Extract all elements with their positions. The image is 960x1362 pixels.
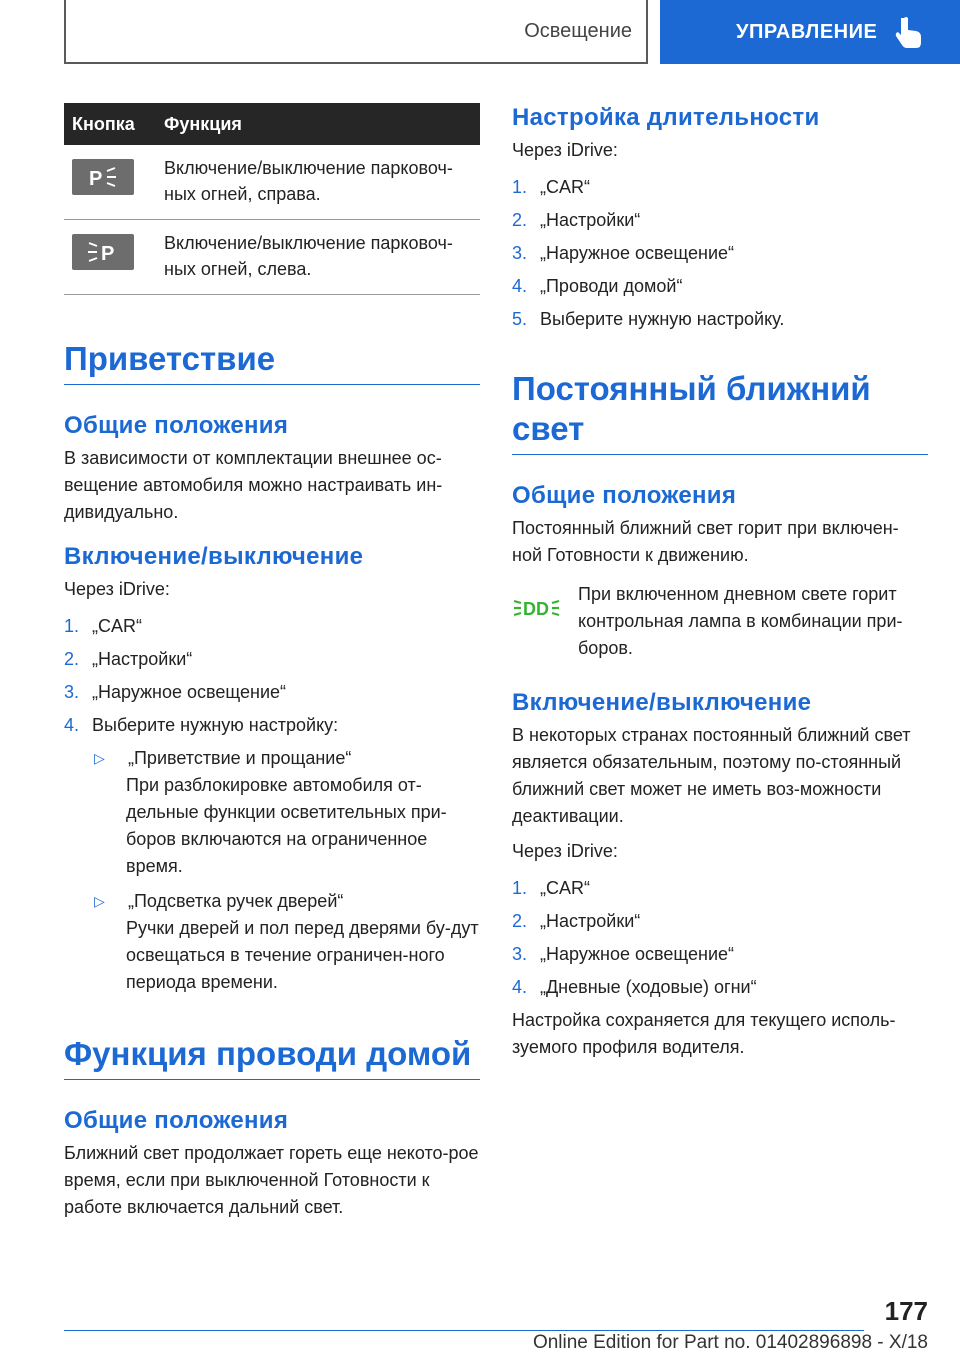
option-description: Ручки дверей и пол перед дверями бу-дут освещаться в течение ограничен-ного периода времени. <box>126 918 479 992</box>
list-item: 3. „Наружное освещение“ <box>512 944 735 964</box>
button-function-table <box>64 103 480 295</box>
drl-general-text: Постоянный ближний свет горит при включен-ной Готовности к движению. <box>512 518 899 565</box>
drl-note-text: При включенном дневном свете горит контрольная лампа в комбинации при-боров. <box>578 584 903 658</box>
section-title: Освещение <box>524 19 632 42</box>
greeting-onoff-heading: Включение/выключение <box>64 543 364 570</box>
table-row <box>64 145 480 220</box>
list-item: 4. „Проводи домой“ <box>512 276 683 296</box>
option-label: „Приветствие и прощание“ <box>128 748 352 768</box>
table-cell-function: Включение/выключение парковоч-ных огней, справа. <box>156 145 480 220</box>
greeting-steps <box>64 613 480 739</box>
pointing-hand-icon <box>894 16 924 50</box>
drl-steps <box>512 875 928 1001</box>
duration-heading: Настройка длительности <box>512 104 820 131</box>
option-label: „Подсветка ручек дверей“ <box>128 891 344 911</box>
follow-me-title: Функция проводи домой <box>64 1034 480 1080</box>
list-item: 1. „CAR“ <box>512 177 590 197</box>
daytime-running-light-icon <box>512 595 562 621</box>
table-header-function: Функция <box>156 103 480 145</box>
svg-text:D: D <box>536 599 549 619</box>
drl-onoff-text: В некоторых странах постоянный ближний свет является обязательным, поэтому по-стоянный ближний свет может не иметь воз-можности деактивации. <box>512 725 911 826</box>
triangle-bullet-icon: ▷ <box>94 893 105 909</box>
list-item: 2. „Настройки“ <box>512 911 641 931</box>
parking-light-left-icon <box>72 234 134 270</box>
list-item: 2. „Настройки“ <box>512 210 641 230</box>
svg-text:P: P <box>101 243 115 265</box>
footer-divider <box>64 1330 864 1331</box>
right-column <box>512 103 928 1061</box>
greeting-general-text: В зависимости от комплектации внешнее ос-вещение автомобиля можно настраивать ин-дивидуально. <box>64 448 443 522</box>
list-item: 1. „CAR“ <box>512 878 590 898</box>
list-item: 3. „Наружное освещение“ <box>64 682 287 702</box>
drl-onoff-heading: Включение/выключение <box>512 689 812 716</box>
greeting-title: Приветствие <box>64 339 480 385</box>
svg-text:P: P <box>89 168 103 190</box>
greeting-via: Через iDrive: <box>64 579 170 599</box>
option-description: При разблокировке автомобиля от-дельные функции осветительных при-боров включаются на ограниченное время. <box>126 775 447 876</box>
option-item <box>92 745 480 772</box>
follow-me-general-heading: Общие положения <box>64 1107 289 1134</box>
duration-steps <box>512 174 928 333</box>
triangle-bullet-icon: ▷ <box>94 750 105 766</box>
left-column <box>64 103 480 1221</box>
edition-text: Online Edition for Part no. 01402896898 - X/18 <box>532 1332 928 1353</box>
section-header <box>64 0 648 64</box>
chapter-title: УПРАВЛЕНИЕ <box>736 20 878 43</box>
list-item: 1. „CAR“ <box>64 616 142 636</box>
drl-title: Постоянный ближний свет <box>512 369 928 455</box>
list-item: 3. „Наружное освещение“ <box>512 243 735 263</box>
greeting-general-heading: Общие положения <box>64 412 289 439</box>
list-item: 5. Выберите нужную настройку. <box>512 309 785 329</box>
list-item: 4. „Дневные (ходовые) огни“ <box>512 977 757 997</box>
table-row <box>64 220 480 295</box>
parking-light-right-icon <box>72 159 134 195</box>
table-header-button: Кнопка <box>64 103 156 145</box>
duration-via: Через iDrive: <box>512 140 618 160</box>
list-item: 4. Выберите нужную настройку: <box>64 715 339 735</box>
option-item <box>92 888 480 915</box>
list-item: 2. „Настройки“ <box>64 649 193 669</box>
drl-via: Через iDrive: <box>512 841 618 861</box>
drl-general-heading: Общие положения <box>512 482 737 509</box>
svg-text:D: D <box>523 599 536 619</box>
page-number: 177 <box>884 1296 928 1326</box>
drl-saved-text: Настройка сохраняется для текущего исполь-зуемого профиля водителя. <box>512 1010 896 1057</box>
drl-note <box>512 581 928 662</box>
table-cell-function: Включение/выключение парковоч-ных огней, слева. <box>156 220 480 295</box>
follow-me-general-text: Ближний свет продолжает гореть еще некото-рое время, если при выключенной Готовности к работе включается дальний свет. <box>64 1143 479 1217</box>
chapter-tab <box>660 0 960 64</box>
